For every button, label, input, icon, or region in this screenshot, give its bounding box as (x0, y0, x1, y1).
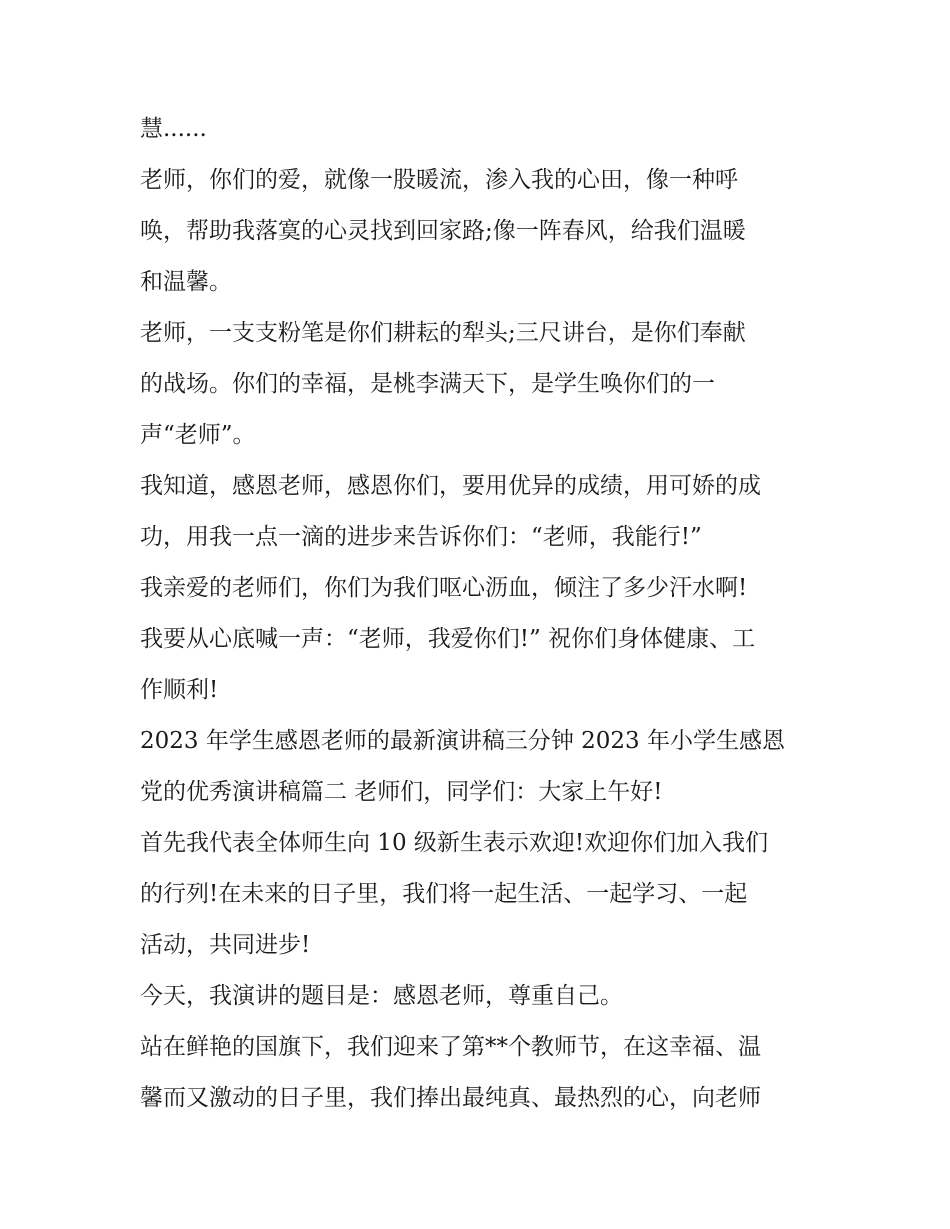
document-body (140, 104, 830, 1124)
text-line: 功，用我一点一滴的进步来告诉你们：“老师，我能行!” (140, 524, 702, 550)
text-line: 首先我代表全体师生向 10 级新生表示欢迎!欢迎你们加入我们 (140, 830, 769, 856)
text-line: 活动，共同进步! (140, 932, 311, 958)
text-line: 我知道，感恩老师，感恩你们，要用优异的成绩，用可娇的成 (140, 473, 761, 499)
text-line: 馨而又激动的日子里，我们捧出最纯真、最热烈的心，向老师 (140, 1085, 761, 1111)
text-line: 和温馨。 (140, 269, 232, 295)
text-line: 作顺利! (140, 677, 219, 703)
text-line: 老师，你们的爱，就像一股暖流，渗入我的心田，像一种呼 (140, 167, 738, 193)
text-line: 唤，帮助我落寞的心灵找到回家路;像一阵春风，给我们温暖 (140, 218, 746, 244)
text-line: 党的优秀演讲稿篇二 老师们，同学们：大家上午好! (140, 779, 663, 805)
text-line: 的战场。你们的幸福，是桃李满天下，是学生唤你们的一 (140, 371, 715, 397)
text-line: 的行列!在未来的日子里，我们将一起生活、一起学习、一起 (140, 881, 748, 907)
text-line: 2023 年学生感恩老师的最新演讲稿三分钟 2023 年小学生感恩 (140, 728, 785, 754)
text-line: 声“老师”。 (140, 422, 256, 448)
text-line: 慧...... (140, 116, 207, 142)
text-line: 我亲爱的老师们，你们为我们呕心沥血，倾注了多少汗水啊! (140, 575, 748, 601)
text-line: 站在鲜艳的国旗下，我们迎来了第**个教师节，在这幸福、温 (140, 1034, 761, 1060)
text-line: 今天，我演讲的题目是：感恩老师，尊重自己。 (140, 983, 623, 1009)
text-line: 我要从心底喊一声：“老师，我爱你们!” 祝你们身体健康、工 (140, 626, 756, 652)
text-line: 老师，一支支粉笔是你们耕耘的犁头;三尺讲台，是你们奉献 (140, 320, 746, 346)
